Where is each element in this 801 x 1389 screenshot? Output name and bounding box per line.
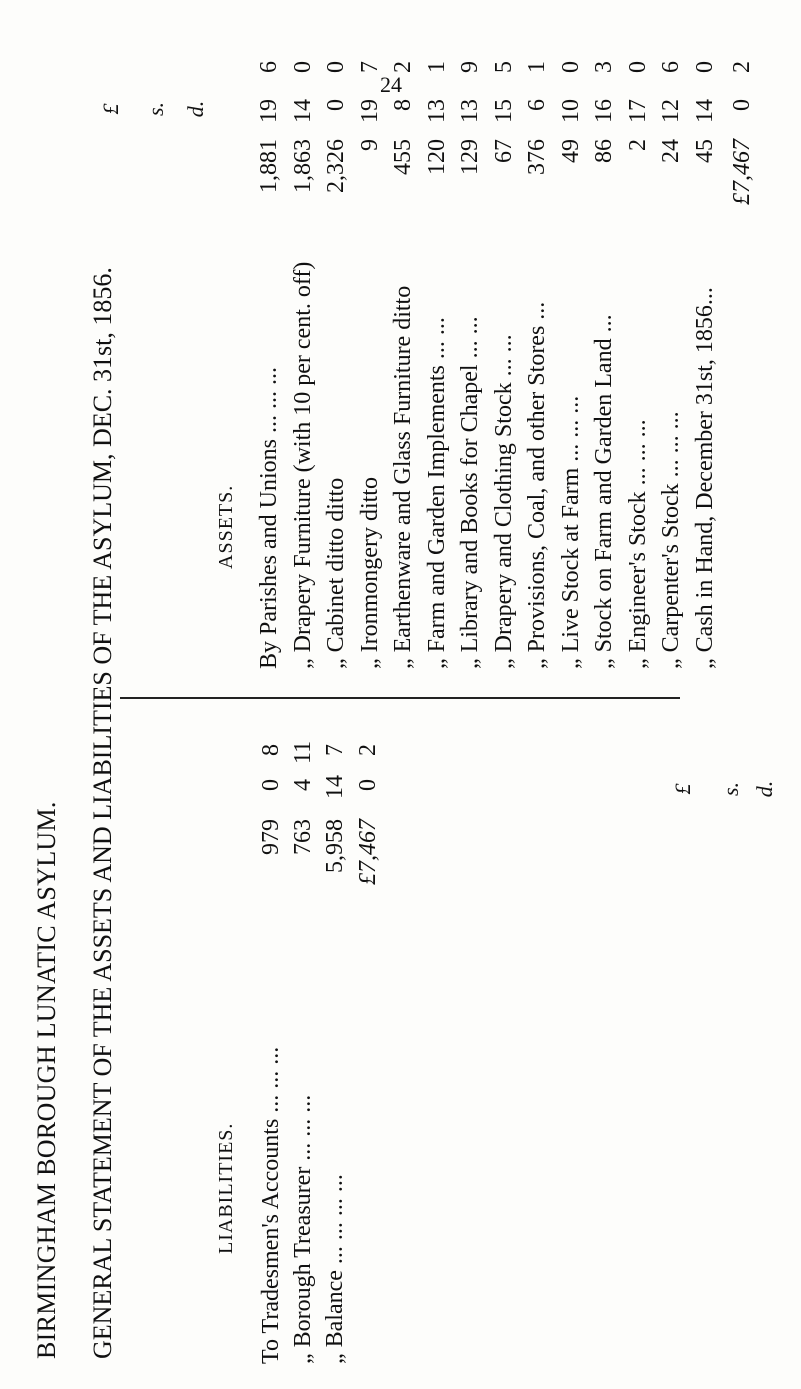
asset-row-shillings: 0 [323, 99, 349, 111]
asset-row-label: „ Cash in Hand, December 31st, 1856... [691, 287, 718, 669]
liability-row-pounds: 763 [290, 819, 316, 855]
asset-row-pence: 0 [557, 61, 584, 73]
asset-row-label: „ Drapery Furniture (with 10 per cent. off) [289, 261, 316, 669]
asset-row-pence: 6 [256, 61, 282, 73]
asset-row-pence: 3 [591, 61, 617, 73]
assets-total-pence: 2 [729, 61, 755, 73]
liability-row-pence: 8 [258, 744, 284, 756]
asset-row-pence: 1 [423, 61, 450, 73]
asset-row-shillings: 19 [356, 99, 383, 123]
assets-pence-header: d. [183, 100, 208, 118]
asset-row-shillings: 10 [557, 99, 584, 123]
asset-row-shillings: 14 [691, 99, 718, 123]
liability-row-shillings: 14 [322, 775, 348, 799]
asset-row-pounds: 9 [356, 139, 383, 151]
section-divider [120, 697, 680, 699]
asset-row-label: „ Stock on Farm and Garden Land ... [591, 314, 617, 669]
asset-row-label: „ Engineer's Stock ... ... ... [624, 419, 651, 669]
asset-row-pounds: 1,881 [256, 139, 282, 193]
liabilities-pounds-header: £ [670, 783, 695, 795]
asset-row-pounds: 24 [658, 139, 684, 163]
asset-row-pence: 7 [356, 61, 383, 73]
asset-row-pounds: 455 [390, 139, 416, 175]
asset-row-label: „ Earthenware and Glass Furniture ditto [390, 285, 416, 669]
asset-row-shillings: 19 [256, 99, 282, 123]
document-subtitle: GENERAL STATEMENT OF THE ASSETS AND LIABILITIES OF THE ASYLUM, DEC. 31st, 1856. [88, 267, 117, 1359]
asset-row-pounds: 129 [457, 139, 483, 175]
asset-row-pence: 0 [691, 61, 718, 73]
liabilities-heading: LIABILITIES. [215, 1122, 237, 1254]
asset-row-shillings: 16 [591, 99, 617, 123]
liability-row-pounds: 5,958 [322, 819, 348, 873]
asset-row-pounds: 45 [691, 139, 718, 163]
liability-row-pounds: 979 [258, 819, 284, 855]
asset-row-pounds: 2,326 [323, 139, 349, 193]
liabilities-pence-header: d. [752, 780, 777, 798]
liability-row-pence: 7 [322, 744, 348, 756]
liability-row-label: To Tradesmen's Accounts ... ... ... [258, 1046, 284, 1364]
liabilities-total-pounds: £7,467 [355, 819, 381, 885]
asset-row-shillings: 13 [457, 99, 483, 123]
liability-row-label: „ Balance ... ... ... ... [322, 1174, 348, 1364]
asset-row-pounds: 1,863 [289, 139, 316, 193]
asset-row-label: „ Live Stock at Farm ... ... ... [557, 395, 584, 669]
asset-row-pence: 0 [323, 61, 349, 73]
liability-row-pence: 11 [290, 740, 316, 764]
asset-row-label: „ Library and Books for Chapel ... ... [457, 316, 483, 669]
asset-row-pence: 9 [457, 61, 483, 73]
assets-shillings-header: s. [143, 101, 168, 117]
assets-total-pounds: £7,467 [729, 139, 755, 205]
asset-row-pence: 0 [289, 61, 316, 73]
asset-row-shillings: 17 [624, 99, 651, 123]
liability-row-shillings: 4 [290, 779, 316, 791]
liability-row-label: „ Borough Treasurer ... ... ... [290, 1094, 316, 1364]
asset-row-pence: 1 [524, 61, 550, 73]
assets-pounds-header: £ [98, 103, 123, 115]
document-title: BIRMINGHAM BOROUGH LUNATIC ASYLUM. [32, 801, 61, 1359]
assets-total-shillings: 0 [729, 99, 755, 111]
asset-row-label: „ Carpenter's Stock ... ... ... [658, 411, 684, 669]
liability-row-shillings: 0 [258, 779, 284, 791]
asset-row-label: „ Provisions, Coal, and other Stores ... [524, 301, 550, 669]
asset-row-pounds: 49 [557, 139, 584, 163]
asset-row-pounds: 86 [591, 139, 617, 163]
asset-row-shillings: 6 [524, 99, 550, 111]
asset-row-label: „ Cabinet ditto ditto [323, 477, 349, 669]
asset-row-pounds: 120 [423, 139, 450, 175]
liabilities-total-shillings: 0 [355, 779, 381, 791]
asset-row-pounds: 2 [624, 139, 651, 151]
asset-row-label: „ Drapery and Clothing Stock ... ... [490, 334, 517, 669]
asset-row-pence: 5 [490, 61, 517, 73]
asset-row-shillings: 12 [658, 99, 684, 123]
asset-row-shillings: 13 [423, 99, 450, 123]
asset-row-pence: 0 [624, 61, 651, 73]
page-number: 24 [380, 72, 402, 97]
asset-row-label: „ Farm and Garden Implements ... ... [423, 317, 450, 669]
asset-row-pence: 2 [390, 61, 416, 73]
asset-row-pounds: 376 [524, 139, 550, 175]
asset-row-shillings: 8 [390, 99, 416, 111]
asset-row-shillings: 14 [289, 99, 316, 123]
asset-row-pence: 6 [658, 61, 684, 73]
asset-row-shillings: 15 [490, 99, 517, 123]
liabilities-shillings-header: s. [718, 781, 743, 797]
assets-heading: ASSETS. [215, 484, 237, 569]
liabilities-total-pence: 2 [355, 744, 381, 756]
asset-row-label: „ Ironmongery ditto [356, 477, 383, 669]
asset-row-label: By Parishes and Unions ... ... ... [256, 367, 282, 669]
asset-row-pounds: 67 [490, 139, 517, 163]
